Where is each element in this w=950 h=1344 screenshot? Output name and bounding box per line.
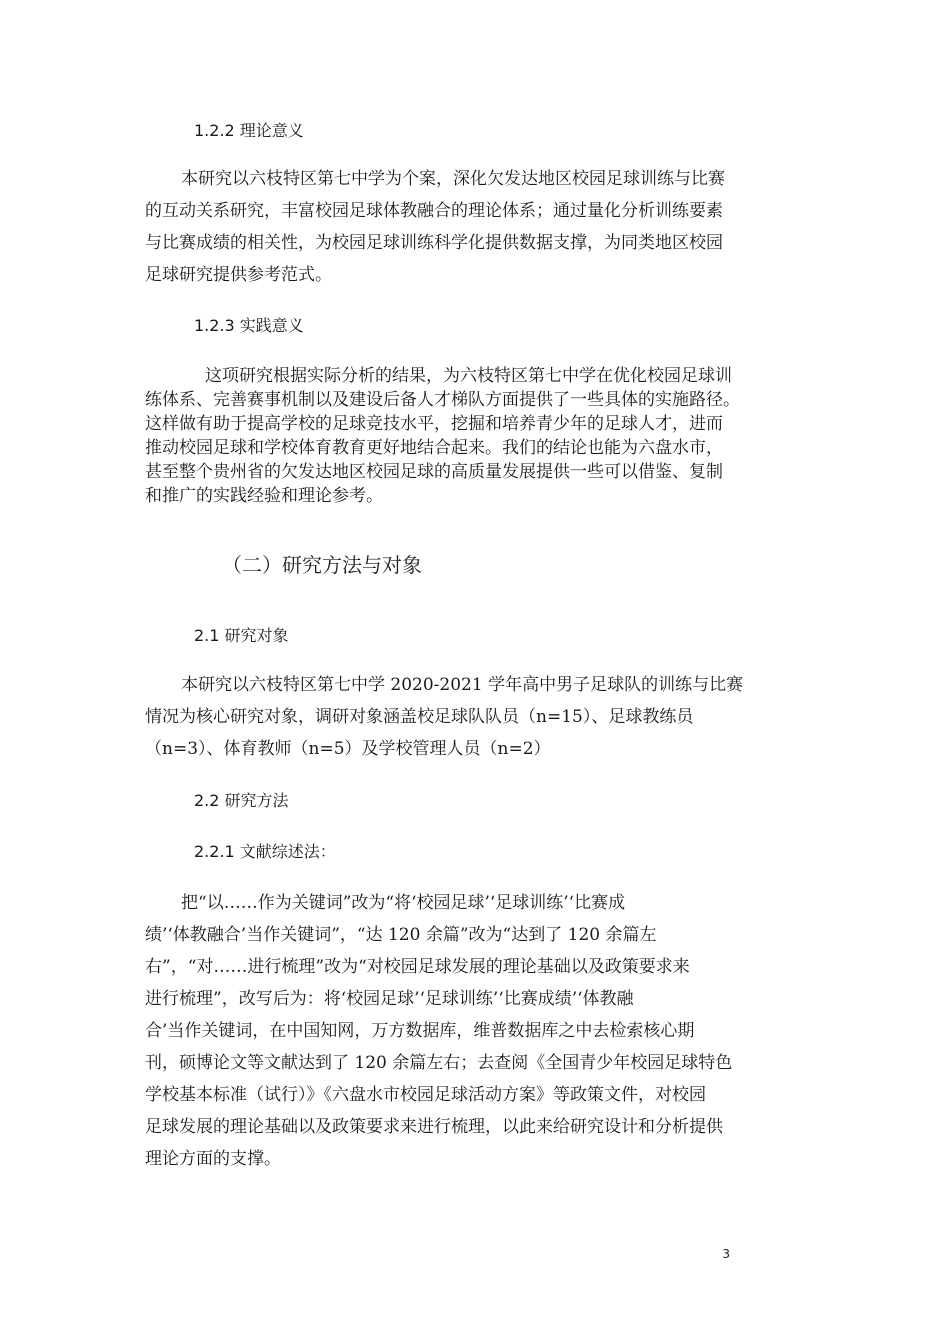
text-line: 足球发展的理论基础以及政策要求来进行梳理，以此来给研究设计和分析提供: [145, 1117, 723, 1137]
text-line: 足球研究提供参考范式。: [145, 265, 332, 285]
text-line: 甚至整个贵州省的欠发达地区校园足球的高质量发展提供一些可以借鉴、复制: [145, 462, 723, 482]
paragraph-object: [145, 669, 810, 765]
text-line: 进行梳理”，改写后为：将‘校园足球’‘足球训练’‘比赛成绩’‘体教融: [145, 989, 634, 1009]
text-line: 情况为核心研究对象，调研对象涵盖校足球队队员（n=15）、足球教练员: [145, 707, 694, 727]
paragraph-practice: [145, 364, 810, 508]
text-line: 学校基本标准（试行）》《六盘水市校园足球活动方案》等政策文件，对校园: [145, 1085, 706, 1105]
text-line: 右”，“对……进行梳理”改为“对校园足球发展的理论基础以及政策要求来: [145, 957, 690, 977]
text-line: 推动校园足球和学校体育教育更好地结合起来。我们的结论也能为六盘水市，: [145, 438, 723, 458]
text-line: 这项研究根据实际分析的结果，为六枝特区第七中学在优化校园足球训: [205, 366, 732, 386]
text-line: 和推广的实践经验和理论参考。: [145, 486, 383, 506]
text-line: 本研究以六枝特区第七中学为个案，深化欠发达地区校园足球训练与比赛: [181, 169, 725, 189]
text-line: 把“以……作为关键词”改为“将‘校园足球’‘足球训练’‘比赛成: [181, 893, 626, 913]
text-line: 的互动关系研究，丰富校园足球体教融合的理论体系；通过量化分析训练要素: [145, 201, 723, 221]
text-line: 与比赛成绩的相关性，为校园足球训练科学化提供数据支撑，为同类地区校园: [145, 233, 723, 253]
paragraph-literature: [145, 887, 810, 1175]
paragraph-theory: [145, 163, 810, 291]
subsection-heading-practice: 1.2.3 实践意义: [194, 316, 304, 335]
text-line: 本研究以六枝特区第七中学 2020-2021 学年高中男子足球队的训练与比赛: [181, 675, 744, 695]
text-line: 这样做有助于提高学校的足球竞技水平，挖掘和培养青少年的足球人才，进而: [145, 414, 723, 434]
text-line: 练体系、完善赛事机制以及建设后备人才梯队方面提供了一些具体的实施路径。: [145, 390, 740, 410]
text-line: 绩’‘体教融合’当作关键词”，“达 120 余篇”改为“达到了 120 余篇左: [145, 925, 657, 945]
text-line: 合’当作关键词，在中国知网，万方数据库，维普数据库之中去检索核心期: [145, 1021, 695, 1041]
subsection-heading-theory: 1.2.2 理论意义: [194, 121, 304, 140]
subsection-heading-literature: 2.2.1 文献综述法：: [194, 842, 336, 861]
subsection-heading-object: 2.1 研究对象: [194, 626, 289, 645]
page-number: 3: [722, 1247, 730, 1261]
text-line: （n=3）、体育教师（n=5）及学校管理人员（n=2）: [145, 739, 551, 759]
text-line: 理论方面的支撑。: [145, 1149, 281, 1169]
section-heading-methods: （二）研究方法与对象: [222, 553, 422, 577]
text-line: 刊，硕博论文等文献达到了 120 余篇左右；去查阅《全国青少年校园足球特色: [145, 1053, 733, 1073]
subsection-heading-method: 2.2 研究方法: [194, 791, 289, 810]
